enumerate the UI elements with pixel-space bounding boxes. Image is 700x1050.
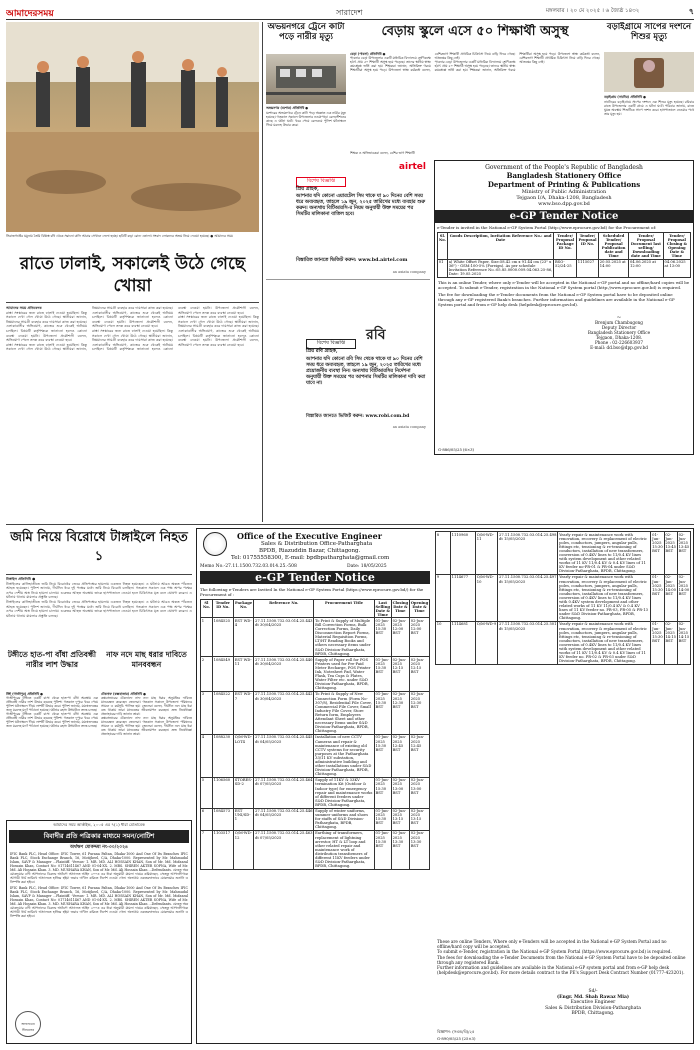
table-cell: 1084549 [212,657,233,692]
pdb-th: Package No. [233,600,253,618]
bank-notice-case: অর্থঋণ মোকদ্দমা নং-৩০/২০২৪ [70,845,128,850]
table-cell: O/M-WD-LOT4 [233,734,253,777]
gov-th: Tender/ Proposal Closing & Opening Date & Time [663,233,690,260]
table-cell: Yearly repair & maintenance work with renovation, recovery & replacement of electric poles, conductors, jumpers, angular pulls, fittings etc, tensioning & re-tensioning of conductors, installation of new transformers, conversion of 0.4KV lines to 11/0.4 KV lines with system development and other related works of 11 KV 11/0.4 KV & 0.4 KV lines of 11 KV feeder no-PR-01 & PR-04 under S&D Division-Patharghata, BPDB, Chittagong. [558,532,651,575]
table-cell: 1084525 [212,618,233,657]
table-cell: 1088230 [212,734,233,777]
table-row [201,618,430,657]
pdb-ref-left: বিজ্ঞাপন: (সএন্ড/বি)/২৫ [437,1029,475,1034]
pdb-table-left [200,599,430,870]
table-cell: 02-Jun-2025 13:30 BST [409,830,429,869]
table-cell: EST UNI/SD-1 [233,808,253,830]
table-cell: 02-Jun-2025 13:00 BST [391,777,409,808]
snake-headline: বড়াইগ্রামে সাপের দংশনে শিশুর মৃত্যু [606,22,692,42]
pdb-intro: The following e-Tenders are Invited In the National e-GP System Portal (https://www.eprocure.gov.bd/) for the Procurement of : [200,587,424,597]
gov-line6: www.bso.dpp.gov.bd [538,201,590,207]
table-cell: 27.11.1500.732.03.014.25.446 dt 04/05/2025 [254,808,314,830]
table-cell: 27.11.1500.732.03.014.25.440 dt 30/04/2025 [254,657,314,692]
table-cell: 6 [201,808,213,830]
pdb-note2: To submit e-Tender, registration in the National e-GP System Portal (https://www.eprocure.gov.bd) is required. [437,949,672,955]
table-cell: To Print & Supply of Multiple Bill Correction Forms, Bulk Correction Forms, Daily Disconnection Report Forms, Material Requisition Forms, LT/HT Reading Books and others necessary items under S&D Division-Patharghata, BPDB, Chittagong. [314,618,374,657]
table-cell: 1114677 [450,574,475,621]
boat-byline: টেকনাফ (কক্সবাজার) প্রতিনিধি ● [101,692,147,696]
gov-th: Goods Description, Invitation Reference No.: and Date [447,233,553,260]
table-cell: Yearly repair & maintenance work with renovation, recovery & replacement of electric poles, conductors, jumpers, angular pulls, fittings etc, tensioning & re-tensioning of conductors, installation of new transformers, conversion of 0.4KV lines to 11/0.4 KV lines with 0.4KV system development and other related works of 11 KV 11/0.4 KV & 0.4 KV lines of 11 KV feeder no. PR-03, PR-05 & PR-13 under S&D Division-Patharghata, BPDB, Chittagong. [558,574,651,621]
photo-snake [604,52,694,92]
table-cell: O/M-WD-12 [233,830,253,869]
table-cell: 4 [201,734,213,777]
table-cell: 02-Jun-2025 13:45 BST [664,532,677,575]
table-cell: Supply of winter uniforms, summer uniforms and shoes for staffs of S&D Division-Patharghata, BPDB, Chittagong. [314,808,374,830]
airtel-footer: বিস্তারিত জানতে ভিজিট করুন: www.bd.airtel.com [296,257,408,263]
land-byline: টাঙ্গাইল প্রতিনিধি ● [6,577,36,581]
pdb-signer-org: Sales & Distribution Division-Patharghata [545,1005,641,1011]
tongi-headline: টঙ্গীতে হাত-পা বাঁধা প্রতিবন্ধী নারীর লাশ উদ্ধার [7,650,97,669]
robi-notice-title: বিশেষ বিজ্ঞপ্তি [306,339,356,349]
gov-email: E-mail: dd.bso@dpp.gov.bd [590,344,648,350]
photo-story-text-cont: রাস্তা সংস্কারের জন্য রাতে ঢালাই দেওয়া হয়েছিল। কিন্তু সকালে দেখা গেল খোয়া উঠে গেছে। স্থানীয়রা জানান, নিম্নমানের সামগ্রী ব্যবহার করে দায়সারা কাজ করা হয়েছে। এলাকাবাসীর অভিযোগ, কাজের শুরু থেকেই অনিয়ম চলছিল। বিষয়টি কর্তৃপক্ষকে জানানো হলেও কোনো ব্যবস্থা নেওয়া হয়নি। উপজেলা প্রকৌশলী বলেন, অভিযোগ পেলে তদন্ত করে ব্যবস্থা নেওয়া হবে। [6,306,173,352]
table-cell: 02-Jun-2025 14:15 BST [664,621,677,664]
table-cell: 27.11.1500.732.03.014.25.501 dt 15/05/2025 [498,621,558,664]
photo-caption: সিরাজগঞ্জের যমুনায় তৈরি বিধ্বস্ত বাঁধ থেকে সরানো বালি আবার সেখানে ফেলা হচ্ছে। ছবিটি কড়া রোদে তোলা। সংবাদ লোকদের অভয় নিয়ে দেওয়া হয়েছে। ● আমাদের সময় [6,234,233,238]
pdb-tender [196,528,694,1044]
gov-note2: The fee for downloading the e-Tender documents from the National e-GP System portal have to be deposited online through any e-GP registered Bank's branches. Further information and guidelines are available in the National e-GP System portal and from e-GP help desk (helpdesk@eprocure.gov.bd). [438,291,675,307]
table-cell: 27.11.1500.732.03.014.25.442 dt 30/04/2025 [254,691,314,734]
table-cell: 01-Jun-2025 15:30 BST [374,618,391,657]
boat-headline: নাফ নদে মাছ ধরার দাবিতে মানববন্ধন [106,650,187,669]
table-cell: 01-Jun-2025 15:30 BST [651,621,664,664]
workers-illustration [6,22,259,232]
gov-cell: 04.06.2025 at 13:00 [663,259,690,277]
table-row [201,808,430,830]
gov-th: Tender/ Proposal ID No. [576,233,598,260]
gov-th: Tender/ Proposal Document last selling/ Downloading date and Time [629,233,664,260]
gov-line1: Government of the People's Republic of Bangladesh [485,164,643,171]
snake-body: নাটোরের বড়াইগ্রামে সাপের দংশনে এক শিশুর মৃত্যু হয়েছে। রবিবার রাতে উপজেলার একটি গ্রামে এ ঘটনা ঘটে। পরিবার জানায়, রাতে ঘুমন্ত অবস্থায় শিশুটিকে সাপে দংশন করে। হাসপাতালে নেওয়ার পথে তার মৃত্যু হয়। [604,100,694,116]
table-row [436,574,691,621]
gov-signature-mark: ~ [616,313,622,321]
table-cell: 02-Jun-2025 14:00 BST [664,574,677,621]
school-body [350,52,600,150]
pdb-ref-right: G-890/05/25 (25×3) [437,1036,476,1041]
table-row [201,734,430,777]
school-text-cont: পাবনার বেড়া উপজেলার একটি মাধ্যমিক বিদ্যালয়ে শ্রেণিকক্ষে হঠাৎ প্রায় ৫০ শিক্ষার্থী অসুস্থ হয়ে পড়েছে। তাদের স্থানীয় স্বাস্থ্য কমপ্লেক্সে ভর্তি করা হয়। শিক্ষকরা জানান, অতিরিক্ত গরমে শিক্ষার্থীরা অসুস্থ হয়ে পড়ে। উপজেলা স্বাস্থ্য কর্মকর্তা বলেন, বেশিরভাগ শিক্ষার্থী প্রাথমিক চিকিৎসা নিয়ে বাড়ি ফিরে গেছে। আতঙ্কের কিছু নেই। [434,52,600,72]
pdb-note4: Further information and guidelines are available in the National e-GP system portal and from e-GP help desk (helpdesk@eprocure.gov.bd). For more details contract to the PE's Support Desk Contract Number (01777-423201). [437,965,685,976]
table-cell: 01-Jun-2025 15:30 BST [374,777,391,808]
table-row [438,259,691,277]
gov-cell: 20.05.2025 at 14:00 [599,259,629,277]
pdb-th: Reference No. [254,600,314,618]
train-body: যশোরের অভয়নগরে ট্রেনে কাটা পড়ে অজ্ঞাত এক নারীর মৃত্যু হয়েছে। গতকাল সকালে উপজেলার নওয়াপাড়া রেলস্টেশনের কাছে এ ঘটনা ঘটে। খবর পেয়ে রেলওয়ে পুলিশ ঘটনাস্থলে গিয়ে মরদেহ উদ্ধার করে। [266,111,346,127]
table-cell: 02-Jun-2025 13:15 BST [391,808,409,830]
photo-story-text-cont2: রাস্তা সংস্কারের জন্য রাতে ঢালাই দেওয়া হয়েছিল। কিন্তু সকালে দেখা গেল খোয়া উঠে গেছে। স্থানীয়রা জানান, নিম্নমানের সামগ্রী ব্যবহার করে দায়সারা কাজ করা হয়েছে। এলাকাবাসীর অভিযোগ, কাজের শুরু থেকেই অনিয়ম চলছিল। বিষয়টি কর্তৃপক্ষকে জানানো হলেও কোনো ব্যবস্থা নেওয়া হয়নি। উপজেলা প্রকৌশলী বলেন, অভিযোগ পেলে তদন্ত করে ব্যবস্থা নেওয়া হবে। [92,306,259,352]
masthead-section: সারাদেশ [336,8,363,17]
robi-body: আপনার যদি কোনো রবি সিম থেকে থাকে যা ৯০ দিনের বেশি সময় ধরে অব্যবহৃত, তাহলে ১৯ জুন, ২০২৫ তারিখের মধ্যে প্রয়োজনীয় ব্যবস্থা নিন। অন্যথায় বিটিআরসির নির্দেশনা অনুযায়ী উক্ত সময়ের পর আপনার সিমটির মালিকানা দাবি করা যাবে না। [306,356,426,386]
gov-cell: 1115027 [576,259,598,277]
pdb-th: Opening Date & Time [409,600,429,618]
table-cell: 02-Jun-2025 13:00 BST [409,777,429,808]
photo-story-text: রাস্তা সংস্কারের জন্য রাতে ঢালাই দেওয়া হয়েছিল। কিন্তু সকালে দেখা গেল খোয়া উঠে গেছে। স্থানীয়রা জানান, নিম্নমানের সামগ্রী ব্যবহার করে দায়সারা কাজ করা হয়েছে। এলাকাবাসীর অভিযোগ, কাজের শুরু থেকেই অনিয়ম চলছিল। বিষয়টি কর্তৃপক্ষকে জানানো হলেও কোনো ব্যবস্থা নেওয়া হয়নি। উপজেলা প্রকৌশলী বলেন, অভিযোগ পেলে তদন্ত করে ব্যবস্থা নেওয়া হবে। [6,310,87,343]
pdb-sign: Sd/- [588,989,598,994]
pdb-signature [497,989,689,1017]
pdb-signer: (Engr. Md. Shah Rawaz Mia) [556,994,629,1000]
table-cell: 5 [201,777,213,808]
gov-title: e-GP Tender Notice [435,210,693,223]
boat-text: কক্সবাজারের টেকনাফে নাফ নদে মাছ ধরার অনুমতির দাবিতে মানববন্ধন করেছেন জেলেরা। গতকাল সকালে উপজেলা পরিষদের সামনে এ কর্মসূচি পালিত হয়। জেলেরা বলেন, দীর্ঘদিন নদে মাছ ধরা বন্ধ থাকায় তারা মানবেতর জীবনযাপন করছেন। দ্রুত নিষেধাজ্ঞা প্রত্যাহারের দাবি জানান তারা। [101,696,192,716]
pdb-memo: Memo No.-27.11.1500.732.03.014.25.-508 [200,564,297,569]
school-headline: বেড়ায় স্কুলে এসে ৫০ শিক্ষার্থী অসুস্থ [381,24,569,39]
table-cell: 7 [201,830,213,869]
gov-signer: Brenjum Chambugong [595,319,643,325]
pdb-signer-title: Executive Engineer [570,1000,616,1005]
gov-intro: e-Tender is invited in the National e-GP System Portal (http://www.eprocure.gov.bd) for the Procurement of: [437,225,657,230]
airtel-logo: airtel [398,162,426,172]
gov-line4: Ministry of Public Administration [521,189,607,195]
table-row [201,657,430,692]
table-cell: STORES-SD-2 [233,777,253,808]
table-cell: 01-Jun-2025 15:30 BST [374,691,391,734]
land-text: টাঙ্গাইলের কালিহাতীতে জমি নিয়ে বিরোধের জেরে প্রতিপক্ষের হামলায় একজন নিহত হয়েছেন। এ ঘটনায় আরও অন্তত পাঁচজন আহত হয়েছেন। পুলিশ জানায়, দীর্ঘদিন ধরে দুই পক্ষের মধ্যে জমি নিয়ে বিরোধ চলছিল। গতকাল সকালে এক পক্ষ অপর পক্ষের ওপর দেশীয় অস্ত্র নিয়ে হামলা চালায়। গুরুতর আহত অবস্থায় তাকে হাসপাতালে নেওয়া হলে চিকিৎসক মৃত বলে ঘোষণা করেন। এ ঘটনায় থানায় মামলার প্রস্তুতি চলছে। [6,581,192,600]
table-cell: 01-Jun-2025 15:30 BST [374,830,391,869]
table-cell: 3 [201,691,213,734]
land-headline: জমি নিয়ে বিরোধে টাঙ্গাইলে নিহত ১ [10,530,188,564]
tongi-text-cont: গাজীপুরের টঙ্গীতে একটি বাসা থেকে হাত-পা বাঁধা অবস্থায় এক প্রতিবন্ধী নারীর লাশ উদ্ধার করেছে পুলিশ। গতকাল দুপুরে খবর পেয়ে পুলিশ ঘটনাস্থলে গিয়ে লাশটি উদ্ধার করে। পুলিশ জানায়, ময়নাতদন্তের জন্য মরদেহ মর্গে পাঠানো হয়েছে। ঘটনার রহস্য উদ্ঘাটনে তদন্ত চলছে। [6,712,98,728]
pdb-th: Sl No. [201,600,213,618]
robi-tagline: an axiata company [392,425,426,429]
masthead [6,4,694,20]
table-cell: 02-Jun-2025 13:15 BST [409,808,429,830]
table-cell: 02-Jun-2025 12:30 BST [409,691,429,734]
table-row [201,691,430,734]
bank-notice-body: IFIC Bank PLC, Head Office: IFIC Tower, 61 Purana Paltan, Dhaka-1000 And One Of Its Branches IFIC Bank PLC, Stock Exchange Branch, 16, Motijheel, C/A, Dhaka-1000. Represented by Mr. Mahmudul Islam, SAVP & Manager ...Plaintiff. -Versus- 1. MR. MD. ALI HOSSAIN KHAN, Son of Mr. Md. Mofazzal Hossain Khan, Contact No: 01714611467 AND 01-04-XX. 2. MRS. SHIREN AKTER SOPNA, Wife of Mr. Md. Ali Hossain Khan. 3. MD. MUSHARA KHAN, Son of Mr. Md. Ali Hossain Khan ...Defendants. যেহেতু অত্র মোকদ্দমার বাদী আপনাদের বিরুদ্ধে অর্থঋণ আদালত আইন ২০০৩ এর ধারা অনুযায়ী মামলা দায়ের করিয়াছেন, সেহেতু আপনাদিগকে আগামী ধার্য তারিখে আদালতে হাজির হইয়া জবাব দাখিল করিতে নির্দেশ দেওয়া গেল। অন্যথায় একতরফাভাবে মোকদ্দমার শুনানি ও নিষ্পত্তি করা হইবে। [10,852,188,884]
bank-notice [6,820,192,1044]
table-cell: Supply of 11KV & 33KV termination Kit (Outdoor & Indoor type) for emergency repair and maintenance works of different feeders under S&D Division-Patharghata, BPDB, Chittagong. [315,778,373,807]
table-cell: 27.11.1500.732.03.014.25.464 dt 07/05/2025 [254,777,314,808]
table-cell: 01-Jun-2025 15:30 BST [374,808,391,830]
table-cell: Yearly repair & maintenance work with renovation, recovery & replacement of electric poles, conductors, jumpers, angular pulls, fittings etc, tensioning & re-tensioning of conductors, installation of new transformers, conversion of 0.4KV lines to 11/0.4 KV lines with system development and other related works of 11 KV 11/0.4 KV & 0.4 KV lines of 11 KV feeder no. PR-02 & PR-03 under S&D Division-Patharghata, BPDB, Chittagong. [558,621,651,664]
table-cell: 02-Jun-2025 12:45 BST [409,734,429,777]
gov-cell: BSO-52/24-25 [554,259,577,277]
pdb-th: Last Selling Date & Time [375,600,390,617]
table-cell: 1103517 [212,830,233,869]
school-byline: বেড়া (পাবনা) প্রতিনিধি ● [350,52,386,56]
table-cell: 02-Jun-2025 13:45 BST [677,532,690,575]
gov-th: Scheduled Tender/ Proposal Publication date and Time [599,233,629,260]
gov-cell: 04.06.2025 at 12:00 [629,259,664,277]
table-cell: 02-Jun-2025 14:15 BST [677,621,690,664]
table-cell: 27.11.1500.732.03.014.25.498 dt 15/05/2025 [498,532,558,575]
robi-logo: রবি [366,327,386,343]
pdb-th: Tender ID No. [212,600,233,618]
pdb-logo [203,532,227,556]
table-cell: 1106560 [212,777,233,808]
pdb-signer-place: BPDB, Chittagong. [571,1011,615,1016]
table-cell: 2 [201,657,213,692]
school-text: পাবনার বেড়া উপজেলার একটি মাধ্যমিক বিদ্যালয়ে শ্রেণিকক্ষে হঠাৎ প্রায় ৫০ শিক্ষার্থী অসুস্থ হয়ে পড়েছে। তাদের স্থানীয় স্বাস্থ্য কমপ্লেক্সে ভর্তি করা হয়। শিক্ষকরা জানান, অতিরিক্ত গরমে শিক্ষার্থীরা অসুস্থ হয়ে পড়ে। উপজেলা স্বাস্থ্য কর্মকর্তা বলেন, বেশিরভাগ শিক্ষার্থী প্রাথমিক চিকিৎসা নিয়ে বাড়ি ফিরে গেছে। আতঙ্কের কিছু নেই। [350,52,516,72]
table-cell: O/M-WD-9 [475,621,497,664]
pdb-th: Procurement Title [314,600,374,618]
pdb-left-table [200,599,430,1039]
table-row [201,777,430,808]
table-cell: EST WD-7 [233,691,253,734]
gov-signer-org: Bangladesh Stationery Office [587,329,651,335]
masthead-page: ৭ [688,6,694,16]
table-cell: 1 [201,618,213,657]
table-cell: 01-Jun-2025 15:30 BST [374,734,391,777]
table-cell: 01-Jun-2025 15:30 BST [651,532,664,575]
masthead-paper: আমাদেরসময় [6,9,54,19]
airtel-greeting: প্রিয় গ্রাহক, [296,186,319,192]
pdb-note3: The fees for downloading the e-Tender Documents from the National e-GP System Portal have to be deposited online through any registered Bank. [437,954,686,965]
gov-phone: Phone : 02-226603937 [594,339,643,345]
train-headline: অভয়নগরে ট্রেনে কাটা পড়ে নারীর মৃত্যু [267,22,345,42]
robi-greeting: প্রিয় রবি গ্রাহক, [306,348,338,354]
table-cell: 02-Jun-2025 14:00 BST [677,574,690,621]
table-cell: Supply of Paper roll for POS Printers used for Pre-Paid Meter Recharge, POS Printer Ink, Notesheet Pad, Water Flask, Tea Cups & Plates, Water Filter etc. under S&D Division-Patharghata, BPDB, Chittagong. [314,657,374,692]
tongi-body [6,692,98,817]
table-row [436,621,691,664]
land-text-cont: টাঙ্গাইলের কালিহাতীতে জমি নিয়ে বিরোধের জেরে প্রতিপক্ষের হামলায় একজন নিহত হয়েছেন। এ ঘটনায় আরও অন্তত পাঁচজন আহত হয়েছেন। পুলিশ জানায়, দীর্ঘদিন ধরে দুই পক্ষের মধ্যে জমি নিয়ে বিরোধ চলছিল। গতকাল সকালে এক পক্ষ অপর পক্ষের ওপর দেশীয় অস্ত্র নিয়ে হামলা চালায়। গুরুতর আহত অবস্থায় তাকে হাসপাতালে নেওয়া হলে চিকিৎসক মৃত বলে ঘোষণা করেন। এ ঘটনায় থানায় মামলার প্রস্তুতি চলছে। [6,599,192,618]
table-cell: 27.11.1500.732.03.014.25.463 dt 07/05/2025 [254,830,314,869]
pdb-office: Office of the Executive Engineer [237,531,382,541]
gov-signature-block [545,315,693,350]
train-byline: অভয়নগর (যশোর) প্রতিনিধি ● [266,106,309,110]
tongi-text: গাজীপুরের টঙ্গীতে একটি বাসা থেকে হাত-পা বাঁধা অবস্থায় এক প্রতিবন্ধী নারীর লাশ উদ্ধার করেছে পুলিশ। গতকাল দুপুরে খবর পেয়ে পুলিশ ঘটনাস্থলে গিয়ে লাশটি উদ্ধার করে। পুলিশ জানায়, ময়নাতদন্তের জন্য মরদেহ মর্গে পাঠানো হয়েছে। ঘটনার রহস্য উদ্ঘাটনে তদন্ত চলছে। [6,696,98,712]
gov-line5: Tejgaon I/A, Dhaka-1208, Bangladesh [516,195,612,201]
school-footer: শিক্ষক ও অভিভাবকরা বলেন, বেশির ভাগ শিক্ষার্থী [350,151,415,155]
table-cell: 01-Jun-2025 15:30 BST [651,574,664,621]
gov-line2: Bangladesh Stationery Office [506,171,622,180]
pdb-contact: Tel: 01755558300, E-mail: bpdbpatharghata@gmail.com [231,555,390,561]
pdb-table-right [435,531,691,665]
table-cell: 02-Jun-2025 12:30 BST [391,691,409,734]
table-cell: 27.11.1500.732.03.014.25.497 dt 15/05/2025 [498,574,558,621]
bank-notice-header: আমাদের সময় আর্কাইভ, ২০০৫ এর ৭(১) ধারা মোতাবেক [53,822,145,827]
gov-signer-title: Deputy Director [601,324,637,330]
pdb-notes [437,939,689,975]
table-cell: O/M-WD-10 [475,574,497,621]
airtel-ad [266,160,430,280]
pdb-right-table [435,531,691,881]
table-cell: 02-Jun-2025 12:15 BST [391,657,409,692]
airtel-body: আপনার যদি কোনো এয়ারটেল সিম থাকে যা ৯০ দিনের বেশি সময় ধরে অব্যবহৃত, তাহলে ১৯ জুন, ২০২৫ তারিখের মধ্যে ব্যবহার শুরু করুন। অন্যথায় বিটিআরসি-র নিয়ম অনুযায়ী উক্ত সময়ের পর সিমটির মালিকানা বাতিল হবে। [296,193,426,217]
table-cell: 9 [436,574,451,621]
table-cell: 27.11.1500.732.03.014.25.445 dt 04/05/2025 [254,734,314,777]
gov-line3: Department of Printing & Publications [487,180,641,189]
pdb-sub: Sales & Distribution Office-Patharghata [261,541,373,547]
photo-story-byline: আমাদের সময় প্রতিবেদক [6,306,42,310]
pdb-note1: These are online Tenders, Where only e-Tenders will be accepted in the National e-GP System Portal and no offline/hard copy will be accepted. [437,939,667,950]
table-cell: 02-Jun-2025 13:30 BST [391,830,409,869]
gov-cell: 01 [438,259,448,277]
boat-text-cont: কক্সবাজারের টেকনাফে নাফ নদে মাছ ধরার অনুমতির দাবিতে মানববন্ধন করেছেন জেলেরা। গতকাল সকালে উপজেলা পরিষদের সামনে এ কর্মসূচি পালিত হয়। জেলেরা বলেন, দীর্ঘদিন নদে মাছ ধরা বন্ধ থাকায় তারা মানবেতর জীবনযাপন করছেন। দ্রুত নিষেধাজ্ঞা প্রত্যাহারের দাবি জানান তারা। [101,716,192,736]
table-cell: Earthing of transformers, replacement of lightning arrestor, HT & LT loop and other related repair and maintenance work of distribution transformers of different 11KV feeders under S&D Division-Patharghata, BPDB, Chittagong. [314,830,374,869]
bank-notice-title: বিবাদীর প্রতি পত্রিকার মাধ্যমে সমন/নোটিশ [9,830,189,843]
photo-train [266,54,346,104]
robi-ad [266,283,430,453]
table-cell: EST WD-4 [233,618,253,657]
gov-table [437,232,691,278]
table-cell: 1114681 [450,621,475,664]
photo-workers [6,22,259,232]
land-body [6,577,192,647]
table-cell: 27.11.1500.732.03.014.25.443 dt 30/04/2025 [254,618,314,657]
gov-th: Sl. No. [438,233,448,260]
photo-story-body [6,306,259,521]
table-cell: Installation of new CCTV Cameras and repair & maintenance of existing old CCTV systems for security purposes at the Patharghata 33/11 KV substation, administrative building and other installations under S&D Division-Patharghata, BPDB, Chittagong. [314,734,374,777]
airtel-tagline: an axiata company [392,270,426,274]
tongi-byline: টঙ্গী (গাজীপুর) প্রতিনিধি ● [6,692,44,696]
table-cell: O/M-WD-11 [475,532,497,575]
pdb-memo-date: Date: 18/05/2025 [347,564,387,569]
gov-th: Tender/ Proposal Package ID No. [554,233,577,260]
robi-footer: বিস্তারিত জানতে ভিজিট করুন: www.robi.com.bd [306,414,410,419]
table-cell: EST WD-11 [233,657,253,692]
gov-ref: G-886/05/25 (6×3) [438,447,475,452]
table-cell: 1110960 [450,532,475,575]
bank-notice-seal: আদালতের সীলমোহর [15,1011,41,1037]
table-cell: 8 [436,532,451,575]
photo-story-headline: রাতে ঢালাই, সকালেই উঠে গেছে খোয়া [19,254,246,296]
table-cell: 10 [436,621,451,664]
bank-notice-body-cont: IFIC Bank PLC, Head Office: IFIC Tower, 61 Purana Paltan, Dhaka-1000 And One Of Its Branches IFIC Bank PLC, Stock Exchange Branch, 16, Motijheel, C/A, Dhaka-1000. Represented by Mr. Mahmudul Islam, SAVP & Manager ...Plaintiff. -Versus- 1. MR. MD. ALI HOSSAIN KHAN, Son of Mr. Md. Mofazzal Hossain Khan, Contact No: 01714611467 AND 01-04-XX. 2. MRS. SHIREN AKTER SOPNA, Wife of Mr. Md. Ali Hossain Khan. 3. MD. MUSHARA KHAN, Son of Mr. Md. Ali Hossain Khan ...Defendants. যেহেতু অত্র মোকদ্দমার বাদী আপনাদের বিরুদ্ধে অর্থঋণ আদালত আইন ২০০৩ এর ধারা অনুযায়ী মামলা দায়ের করিয়াছেন, সেহেতু আপনাদিগকে আগামী ধার্য তারিখে আদালতে হাজির হইয়া জবাব দাখিল করিতে নির্দেশ দেওয়া গেল। অন্যথায় একতরফাভাবে মোকদ্দমার শুনানি ও নিষ্পত্তি করা হইবে। [10,886,188,918]
pdb-title: e-GP Tender Notice [200,571,430,584]
snake-byline: বড়াইগ্রাম (নাটোর) প্রতিনিধি ● [604,95,646,99]
table-row [201,830,430,869]
table-row [436,532,691,575]
table-cell: 02-Jun-2025 12:00 BST [409,618,429,657]
masthead-date: মঙ্গলবার । ২০ মে ২০২৫ । ৬ জ্যৈষ্ঠ ১৪৩২ [546,8,640,14]
boat-body [101,692,192,817]
gov-cell: a) White Offset Paper, Size:58.42 cm x 91.44 cm (23" x 36") - GSM:100-5% (Foreign). As per schedule Invitation Reference No.:05.85.0000.009.04.063.25-86, Date: 19.05.2025 [448,260,553,277]
table-cell: 01-Jun-2025 15:30 BST [374,657,391,692]
table-cell: 02-Jun-2025 12:45 BST [391,734,409,777]
table-cell: 1084522 [212,691,233,734]
gov-tender [434,160,694,455]
gov-note1: This is an online Tender, where only e-Tender will be accepted in the National e-GP portal and no offline/hard copies will be accepted. To submit e-Tender, registration in the National e-GP System portal (http://www.eprocure.gov.bd) is required. [438,279,690,290]
table-cell: 02-Jun-2025 12:15 BST [409,657,429,692]
table-cell: 02-Jun-2025 12:00 BST [391,618,409,657]
pdb-org: BPDB, Riazuddin Bazar, Chittagong. [259,548,361,554]
table-cell: 1084573 [212,808,233,830]
gov-signer-place: Tejgaon, Dhaka-1208. [595,334,643,340]
pdb-th: Closing Date & Time [391,600,409,618]
airtel-notice-title: বিশেষ বিজ্ঞপ্তি [296,177,346,187]
photo-story-text-cont3: রাস্তা সংস্কারের জন্য রাতে ঢালাই দেওয়া হয়েছিল। কিন্তু সকালে দেখা গেল খোয়া উঠে গেছে। স্থানীয়রা জানান, নিম্নমানের সামগ্রী ব্যবহার করে দায়সারা কাজ করা হয়েছে। এলাকাবাসীর অভিযোগ, কাজের শুরু থেকেই অনিয়ম চলছিল। বিষয়টি কর্তৃপক্ষকে জানানো হলেও কোনো ব্যবস্থা নেওয়া হয়নি। উপজেলা প্রকৌশলী বলেন, অভিযোগ পেলে তদন্ত করে ব্যবস্থা নেওয়া হবে। [178,315,259,347]
table-cell: To Print & Supply of New Connection Form (Form No-307/8), Residential File Cover, Commercial File Cover, Small Industry File Cover, Store Return form, Employees Attendant Sheet and other necessary Items under S&D Division-Patharghata, BPDB, Chittagong. [314,691,374,734]
